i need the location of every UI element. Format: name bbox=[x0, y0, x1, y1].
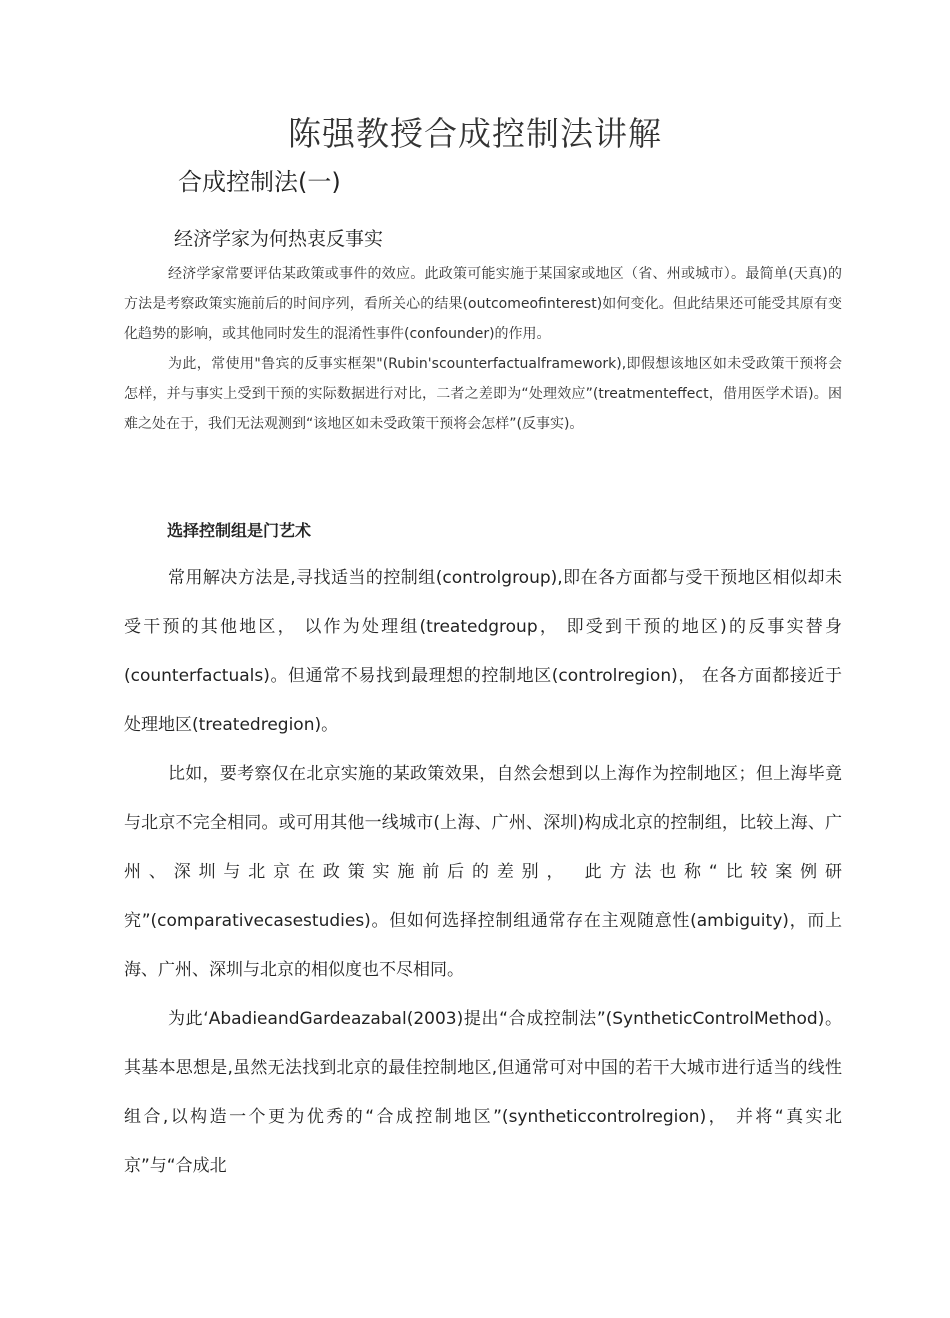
section-heading-control-group: 选择控制组是门艺术 bbox=[167, 521, 312, 540]
body-paragraph: 常用解决方法是,寻找适当的控制组(controlgroup),即在各方面都与受干预地区相似却未受干预的其他地区， 以作为处理组(treatedgroup， 即受到干预的地区)的反事实替身(counterfactuals)。但通常不易找到最理想的控制地区(controlregion)， 在各方面都接近于处理地区(treatedregion)。 bbox=[124, 568, 842, 735]
document-title: 陈强教授合成控制法讲解 bbox=[288, 114, 662, 153]
subsection-heading: 经济学家为何热衷反事实 bbox=[174, 228, 384, 250]
intro-paragraph: 经济学家常要评估某政策或事件的效应。此政策可能实施于某国家或地区（省、州或城市）。最简单(天真)的方法是考察政策实施前后的时间序列，看所关心的结果(outcomeofinterest)如何变化。但此结果还可能受其原有变化趋势的影响，或其他同时发生的混淆性事件(confounder)的作用。 bbox=[124, 266, 842, 342]
body-paragraph: 比如，要考察仅在北京实施的某政策效果，自然会想到以上海作为控制地区；但上海毕竟与北京不完全相同。或可用其他一线城市(上海、广州、深圳)构成北京的控制组，比较上海、广州、深圳与北京在政策实施前后的差别， 此方法也称“比较案例研究”(comparativecasestudies)。但如何选择控制组通常存在主观随意性(ambiguity)，而上海、广州、深圳与北京的相似度也不尽相同。 bbox=[124, 764, 842, 980]
intro-text bbox=[124, 259, 842, 439]
body-paragraph: 为此‘AbadieandGardeazabal(2003)提出“合成控制法”(SyntheticControlMethod)。其基本思想是,虽然无法找到北京的最佳控制地区,但通常可对中国的若干大城市进行适当的线性组合,以构造一个更为优秀的“合成控制地区”(syntheticcontrolregion)， 并将“真实北京”与“合成北 bbox=[124, 1009, 842, 1176]
body-text bbox=[124, 554, 842, 1191]
section-heading-main: 合成控制法(一) bbox=[178, 168, 341, 196]
intro-paragraph: 为此，常使用"鲁宾的反事实框架"(Rubin'scounterfactualframework),即假想该地区如未受政策干预将会怎样，并与事实上受到干预的实际数据进行对比，二者之差即为“处理效应”(treatmenteffect，借用医学术语)。困难之处在于，我们无法观测到“该地区如未受政策干预将会怎样”(反事实)。 bbox=[124, 356, 842, 432]
